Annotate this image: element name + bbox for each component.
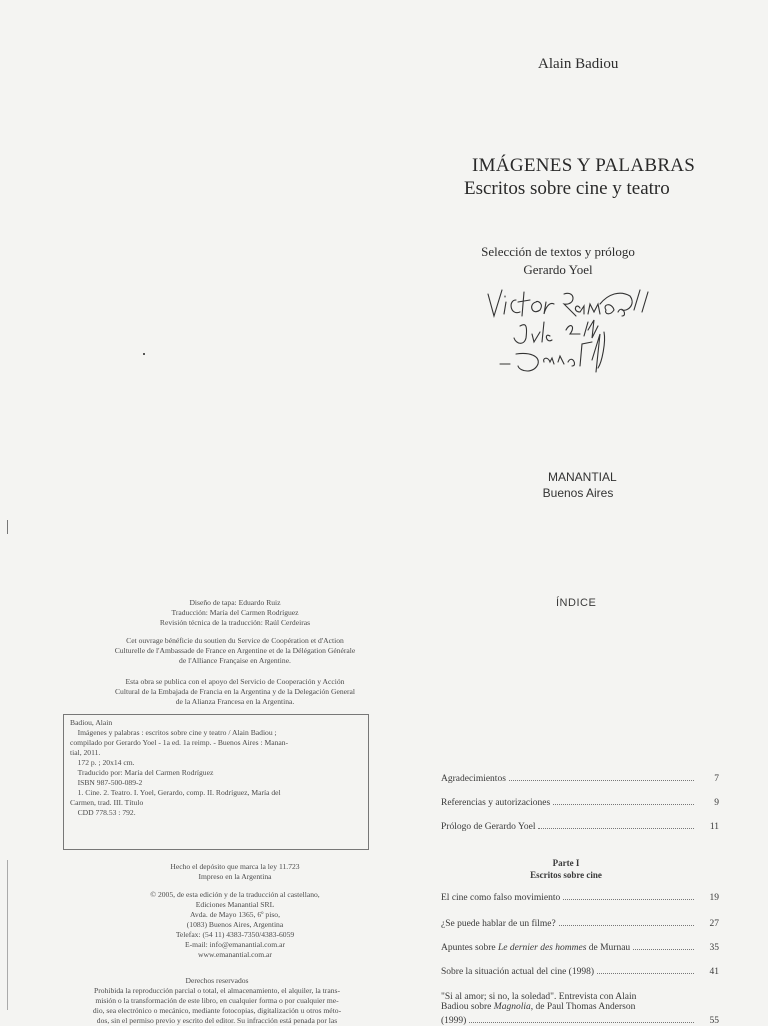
catalog-line: compilado por Gerardo Yoel - 1a ed. 1a reimp. - Buenos Aires : Manan- xyxy=(70,738,289,747)
film-title: Le dernier des hommes xyxy=(498,943,587,953)
page-edge-mark xyxy=(7,520,8,534)
toc-page: 41 xyxy=(709,967,719,977)
credit-line: dio, sea electrónico o mecánico, mediante fotocopias, digitalización u otros méto- xyxy=(92,1006,342,1015)
toc-entry-multiline xyxy=(441,992,636,1012)
catalog-line: Badiou, Alain xyxy=(70,718,113,727)
toc-entry xyxy=(441,943,719,953)
toc-page: 55 xyxy=(709,1016,719,1026)
toc-entry xyxy=(441,822,719,832)
author-name: Alain Badiou xyxy=(538,56,619,72)
toc-label: El cine como falso movimiento xyxy=(441,893,561,903)
catalog-line: Traducido por: María del Carmen Rodríguez xyxy=(70,768,214,777)
selection-credit: Selección de textos y prólogo xyxy=(481,244,635,259)
catalog-line: ISBN 987-500-089-2 xyxy=(70,778,143,787)
support-note-french xyxy=(100,636,370,666)
credit-line: Revisión técnica de la traducción: Raúl Cerdeiras xyxy=(159,618,311,627)
toc-leader xyxy=(559,925,694,926)
catalog-line: 172 p. ; 20x14 cm. xyxy=(70,758,135,767)
credit-line: Cet ouvrage bénéficie du soutien du Service de Coopération et d'Action xyxy=(126,636,344,645)
credit-line: Impreso en la Argentina xyxy=(198,872,272,881)
toc-leader xyxy=(509,780,694,781)
credit-line: Hecho el depósito que marca la ley 11.723 xyxy=(170,862,300,871)
credit-line: Avda. de Mayo 1365, 6º piso, xyxy=(190,910,280,919)
toc-label: Sobre la situación actual del cine (1998) xyxy=(441,967,595,977)
toc-label xyxy=(441,1002,636,1012)
catalog-line: CDD 778.53 : 792. xyxy=(70,808,136,817)
toc-page: 7 xyxy=(714,774,719,784)
publisher-city: Buenos Aires xyxy=(542,486,614,500)
editor-name: Gerardo Yoel xyxy=(523,262,593,277)
toc-label-part: Apuntes sobre xyxy=(441,943,498,953)
toc-leader xyxy=(553,804,694,805)
toc-page: 9 xyxy=(714,798,719,808)
credit-line: E-mail: info@emanantial.com.ar xyxy=(185,940,285,949)
toc-label: Referencias y autorizaciones xyxy=(441,798,551,808)
credit-line: Culturelle de l'Ambassade de France en Argentine et de la Délégation Générale xyxy=(114,646,356,655)
toc-entry xyxy=(441,774,719,784)
catalog-line: tial, 2011. xyxy=(70,748,101,757)
credit-line: misión o la transformación de este libro, en cualquier forma o por cualquier me- xyxy=(95,996,339,1005)
support-note-spanish xyxy=(100,677,370,707)
publisher-name: MANANTIAL xyxy=(548,470,617,484)
toc-leader xyxy=(563,899,694,900)
toc-label-part: de Murnau xyxy=(586,943,631,953)
credit-line: www.emanantial.com.ar xyxy=(198,950,272,959)
stray-mark xyxy=(143,353,145,355)
credit-line: Esta obra se publica con el apoyo del Servicio de Cooperación y Acción xyxy=(125,677,345,686)
credit-line: © 2005, de esta edición y de la traducción al castellano, xyxy=(150,890,320,899)
toc-entry xyxy=(441,967,719,977)
credit-line: Traducción: María del Carmen Rodríguez xyxy=(171,608,299,617)
toc-page: 35 xyxy=(709,943,719,953)
toc-label-part: , de Paul Thomas Anderson xyxy=(530,1002,636,1012)
toc-label-part: Badiou sobre xyxy=(441,1002,494,1012)
handwritten-signature xyxy=(480,282,660,387)
copyright-block xyxy=(100,890,370,960)
toc-page: 19 xyxy=(709,893,719,903)
credit-line: dos, sin el permiso previo y escrito del editor. Su infracción está penada por las xyxy=(96,1016,338,1025)
film-title: Magnolia xyxy=(493,1002,531,1012)
toc-label: "Si al amor; si no, la soledad". Entrevista con Alain xyxy=(441,992,637,1002)
toc-label: (1999) xyxy=(441,1016,467,1026)
toc-entry xyxy=(441,1016,719,1026)
toc-entry xyxy=(441,919,719,929)
catalog-line: 1. Cine. 2. Teatro. I. Yoel, Gerardo, comp. II. Rodríguez, María del xyxy=(70,788,281,797)
index-title: ÍNDICE xyxy=(556,597,597,609)
toc-label: ¿Se puede hablar de un filme? xyxy=(441,919,556,929)
credit-line: Ediciones Manantial SRL xyxy=(195,900,275,909)
catalog-line: Imágenes y palabras : escritos sobre cine y teatro / Alain Badiou ; xyxy=(70,728,277,737)
credit-line: de l'Alliance Française en Argentine. xyxy=(179,656,291,665)
credit-line: Diseño de tapa: Eduardo Ruiz xyxy=(189,598,281,607)
credit-line: Cultural de la Embajada de Francia en la Argentina y de la Delegación General xyxy=(114,687,356,696)
book-subtitle: Escritos sobre cine y teatro xyxy=(464,178,670,199)
toc-leader xyxy=(538,828,694,829)
catalog-record-box xyxy=(63,714,369,850)
catalog-line: Carmen, trad. III. Título xyxy=(70,798,144,807)
credit-line: Prohibida la reproducción parcial o total, el almacenamiento, el alquiler, la trans- xyxy=(94,986,340,995)
toc-page: 11 xyxy=(709,822,719,832)
credit-line: (1083) Buenos Aires, Argentina xyxy=(186,920,284,929)
toc-label: Prólogo de Gerardo Yoel xyxy=(441,822,536,832)
book-title: IMÁGENES Y PALABRAS xyxy=(472,155,696,176)
toc-label xyxy=(441,943,630,953)
toc-entry xyxy=(441,893,719,903)
legal-deposit xyxy=(100,862,370,882)
credit-line: Telefax: (54 11) 4383-7350/4383-6059 xyxy=(175,930,295,939)
credit-line: de la Alianza Francesa en la Argentina. xyxy=(175,697,295,706)
toc-entry xyxy=(441,798,719,808)
toc-leader xyxy=(597,973,694,974)
toc-page: 27 xyxy=(709,919,719,929)
toc-leader xyxy=(469,1022,694,1023)
rights-reserved xyxy=(62,976,372,1026)
toc-label: Agradecimientos xyxy=(441,774,506,784)
toc-leader xyxy=(633,949,694,950)
part-number: Parte I xyxy=(552,858,580,868)
credit-line: Derechos reservados xyxy=(185,976,249,985)
design-credits xyxy=(100,598,370,628)
part-title: Escritos sobre cine xyxy=(530,870,602,880)
page-edge-mark xyxy=(7,860,8,1010)
